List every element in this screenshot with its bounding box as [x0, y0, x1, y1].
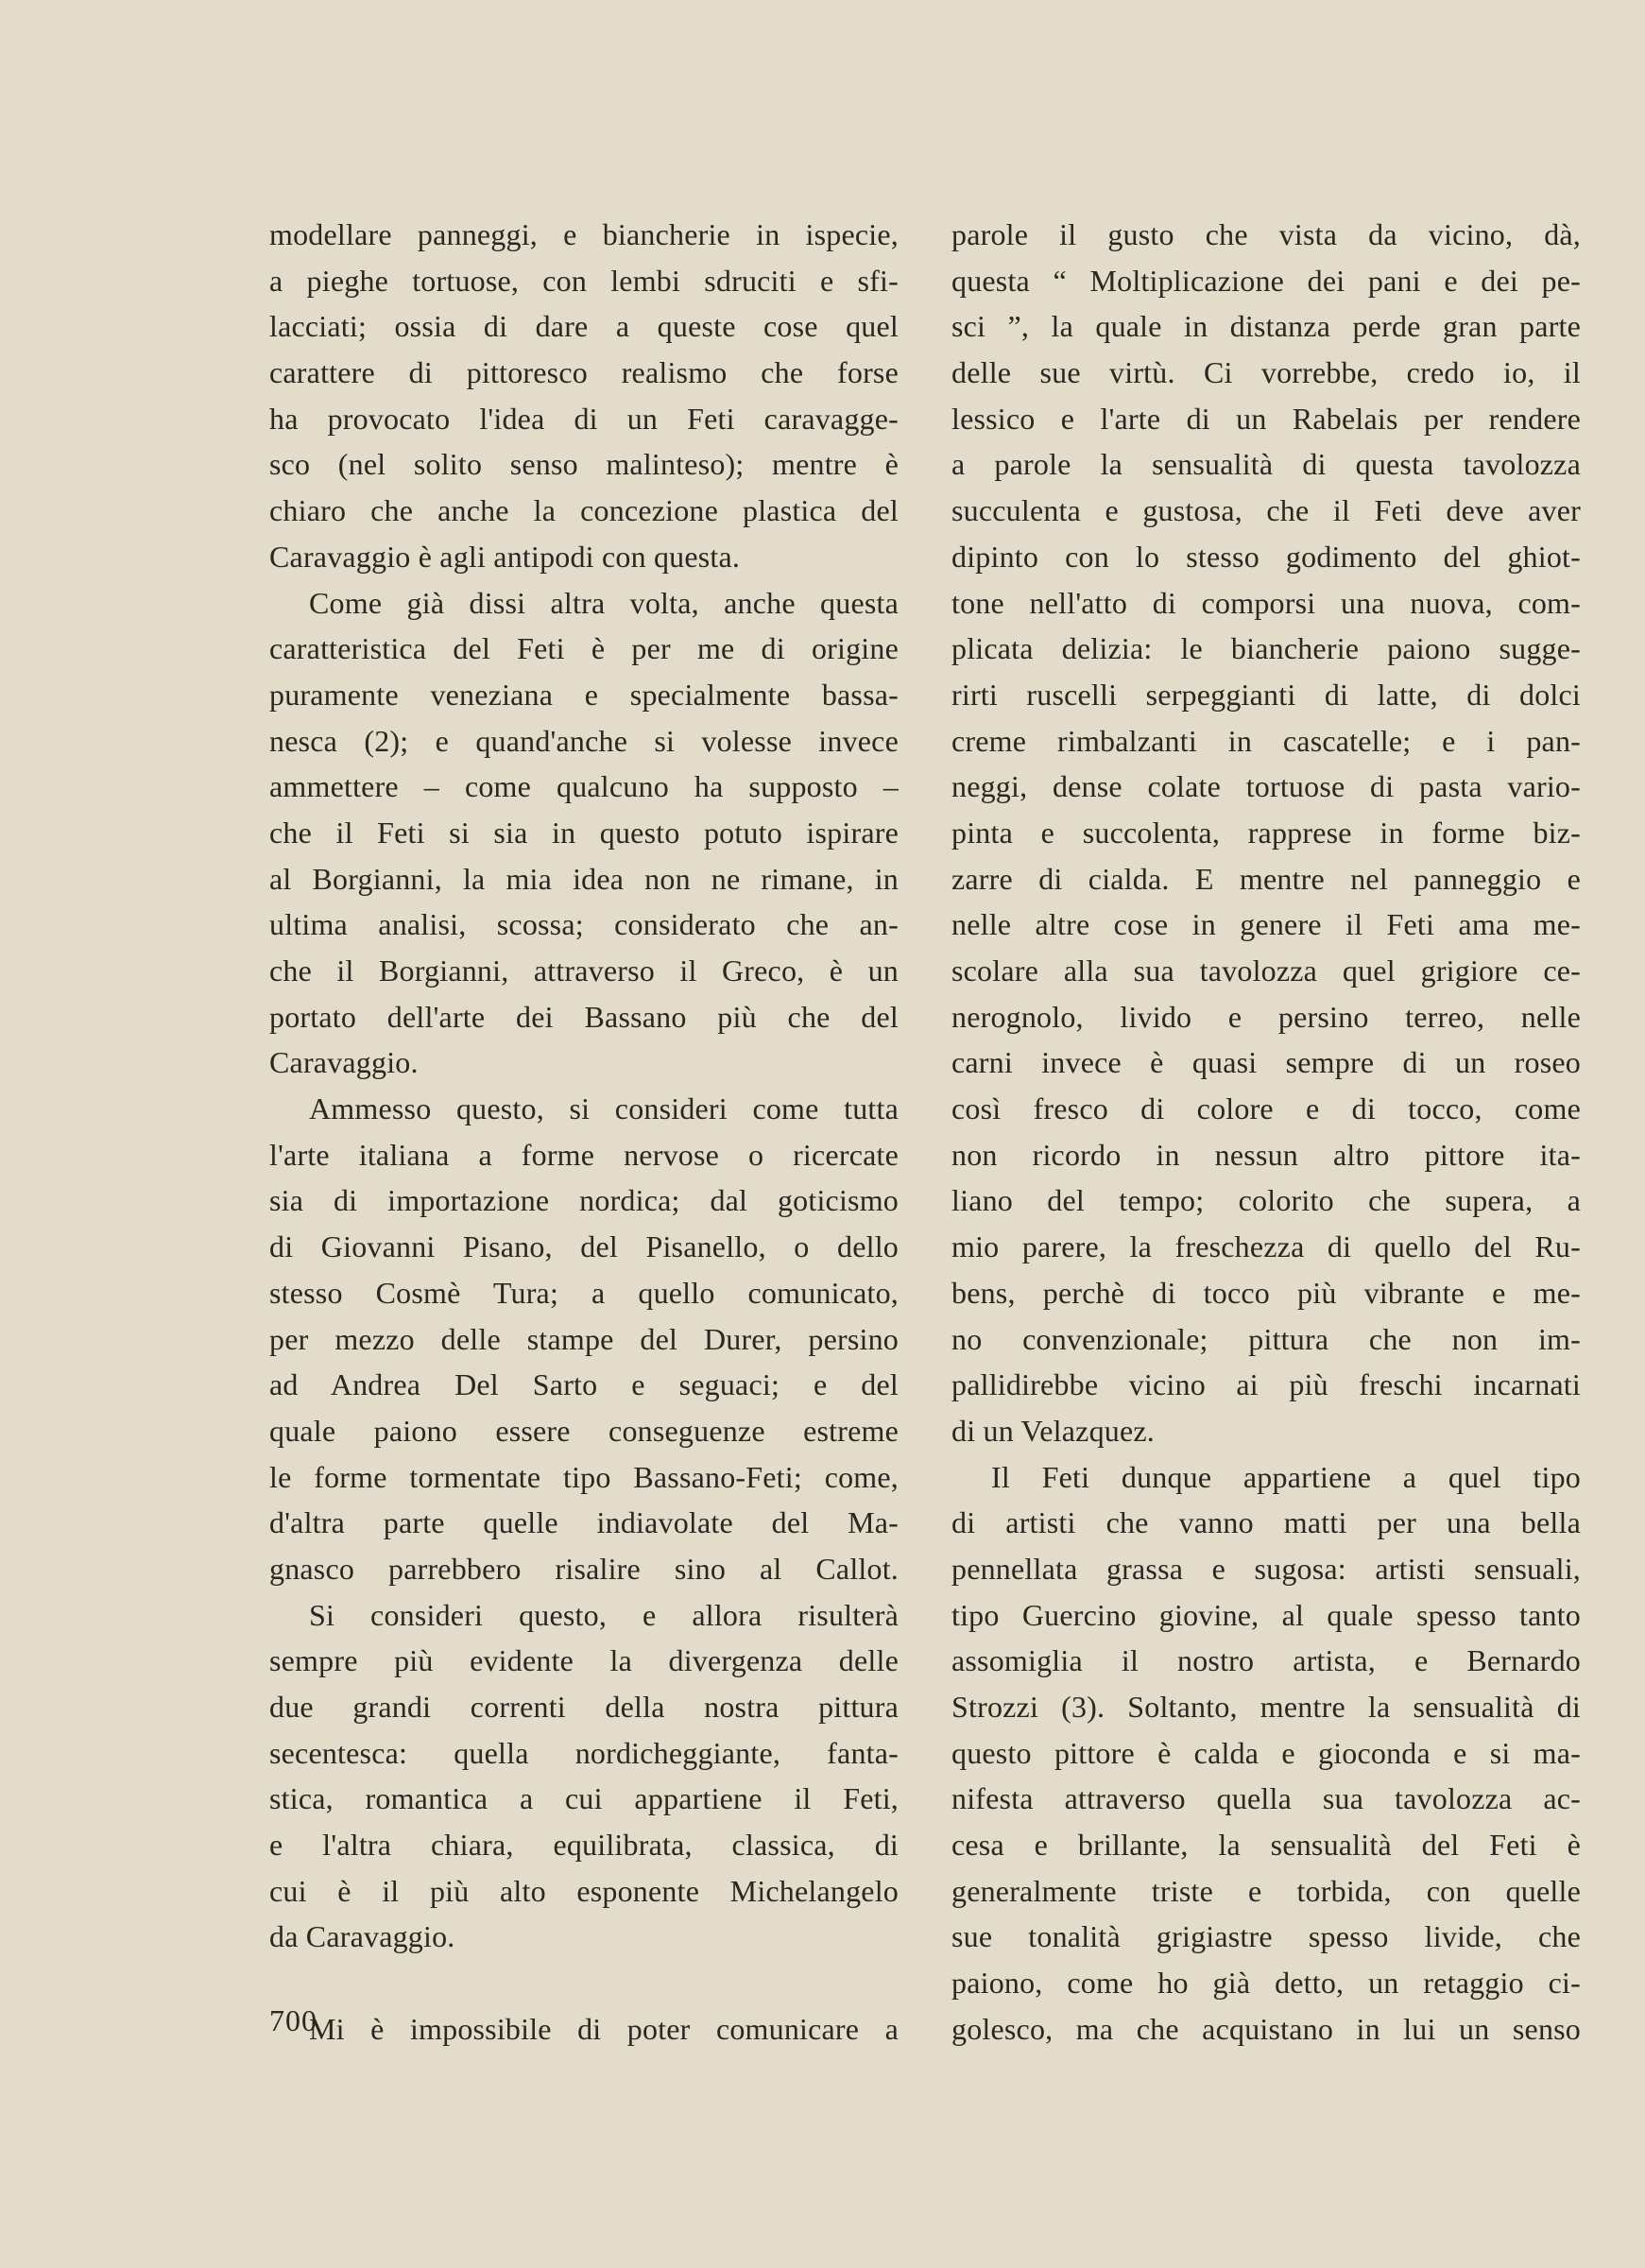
text-line: ammettere – come qualcuno ha supposto –	[269, 769, 899, 804]
text-line: cesa e brillante, la sensualità del Feti è	[951, 1828, 1581, 1863]
text-line: plicata delizia: le biancherie paiono sugge-	[951, 631, 1581, 666]
page-number: 700	[269, 2003, 317, 2037]
text-line: a pieghe tortuose, con lembi sdruciti e sfi-	[269, 263, 899, 298]
text-line: mio parere, la freschezza di quello del Ru-	[951, 1229, 1581, 1264]
text-line: bens, perchè di tocco più vibrante e me-	[951, 1275, 1581, 1310]
text-line: di un Velazquez.	[951, 1413, 1155, 1448]
text-line: lessico e l'arte di un Rabelais per rendere	[951, 401, 1581, 436]
text-line: di Giovanni Pisano, del Pisanello, o dello	[269, 1229, 899, 1264]
text-line: neggi, dense colate tortuose di pasta vario-	[951, 769, 1581, 804]
paragraph-gap	[269, 1960, 899, 2006]
text-line: modellare panneggi, e biancherie in ispecie,	[269, 217, 899, 251]
text-line: creme rimbalzanti in cascatelle; e i pan-	[951, 723, 1581, 758]
text-line: secentesca: quella nordicheggiante, fanta-	[269, 1735, 899, 1770]
text-line: portato dell'arte dei Bassano più che del	[269, 999, 899, 1034]
text-line: caratteristica del Feti è per me di origine	[269, 631, 899, 666]
text-line: al Borgianni, la mia idea non ne rimane, in	[269, 861, 899, 896]
text-line: succulenta e gustosa, che il Feti deve aver	[951, 493, 1581, 528]
text-line: dipinto con lo stesso godimento del ghiot-	[951, 539, 1581, 574]
left-text-column	[269, 212, 899, 2053]
text-line: le forme tormentate tipo Bassano-Feti; come,	[269, 1459, 899, 1494]
text-line: paiono, come ho già detto, un retaggio ci-	[951, 1966, 1581, 2001]
text-line: Come già dissi altra volta, anche questa	[309, 585, 899, 620]
text-line: stica, romantica a cui appartiene il Feti,	[269, 1781, 899, 1816]
text-line: di artisti che vanno matti per una bella	[951, 1505, 1581, 1540]
text-line: scolare alla sua tavolozza quel grigiore ce-	[951, 954, 1581, 988]
right-text-column	[951, 212, 1581, 2053]
text-line: liano del tempo; colorito che supera, a	[951, 1183, 1581, 1218]
text-line: gnasco parrebbero risalire sino al Callot.	[269, 1551, 899, 1586]
text-line: carattere di pittoresco realismo che forse	[269, 355, 899, 390]
text-line: nerognolo, livido e persino terreo, nelle	[951, 999, 1581, 1034]
text-line: nesca (2); e quand'anche si volesse invece	[269, 723, 899, 758]
text-line: Si consideri questo, e allora risulterà	[309, 1597, 899, 1632]
text-line: sci ”, la quale in distanza perde gran parte	[951, 309, 1581, 344]
text-line: e l'altra chiara, equilibrata, classica, di	[269, 1828, 899, 1863]
text-line: golesco, ma che acquistano in lui un senso	[951, 2011, 1581, 2046]
text-line: l'arte italiana a forme nervose o ricercate	[269, 1137, 899, 1172]
text-line: Caravaggio è agli antipodi con questa.	[269, 539, 741, 574]
text-line: puramente veneziana e specialmente bassa-	[269, 677, 899, 712]
text-line: sempre più evidente la divergenza delle	[269, 1643, 899, 1678]
text-line: nelle altre cose in genere il Feti ama me-	[951, 907, 1581, 942]
text-line: questa “ Moltiplicazione dei pani e dei pe-	[951, 263, 1581, 298]
text-line: a parole la sensualità di questa tavolozza	[951, 447, 1581, 482]
text-line: assomiglia il nostro artista, e Bernardo	[951, 1643, 1581, 1678]
text-line: zarre di cialda. E mentre nel panneggio e	[951, 861, 1581, 896]
text-line: delle sue virtù. Ci vorrebbe, credo io, il	[951, 355, 1581, 390]
text-line: rirti ruscelli serpeggianti di latte, di dolci	[951, 677, 1581, 712]
text-line: Mi è impossibile di poter comunicare a	[309, 2011, 899, 2046]
text-line: no convenzionale; pittura che non im-	[951, 1321, 1581, 1356]
text-line: due grandi correnti della nostra pittura	[269, 1690, 899, 1724]
text-line: generalmente triste e torbida, con quelle	[951, 1873, 1581, 1908]
text-line: chiaro che anche la concezione plastica del	[269, 493, 899, 528]
text-line: da Caravaggio.	[269, 1919, 455, 1954]
text-line: nifesta attraverso quella sua tavolozza ac-	[951, 1781, 1581, 1816]
text-line: sue tonalità grigiastre spesso livide, che	[951, 1919, 1581, 1954]
text-line: cui è il più alto esponente Michelangelo	[269, 1873, 899, 1908]
text-line: tipo Guercino giovine, al quale spesso tanto	[951, 1597, 1581, 1632]
text-line: questo pittore è calda e gioconda e si ma-	[951, 1735, 1581, 1770]
text-line: Il Feti dunque appartiene a quel tipo	[991, 1459, 1581, 1494]
text-line: sco (nel solito senso malinteso); mentre è	[269, 447, 899, 482]
text-line: pennellata grassa e sugosa: artisti sensuali,	[951, 1551, 1581, 1586]
text-line: carni invece è quasi sempre di un roseo	[951, 1045, 1581, 1080]
text-line: sia di importazione nordica; dal goticismo	[269, 1183, 899, 1218]
text-line: così fresco di colore e di tocco, come	[951, 1091, 1581, 1126]
text-line: d'altra parte quelle indiavolate del Ma-	[269, 1505, 899, 1540]
text-line: per mezzo delle stampe del Durer, persino	[269, 1321, 899, 1356]
text-line: che il Borgianni, attraverso il Greco, è un	[269, 954, 899, 988]
text-line: ad Andrea Del Sarto e seguaci; e del	[269, 1367, 899, 1402]
text-line: Strozzi (3). Soltanto, mentre la sensualità di	[951, 1690, 1581, 1724]
text-line: ha provocato l'idea di un Feti caravagge-	[269, 401, 899, 436]
text-line: lacciati; ossia di dare a queste cose quel	[269, 309, 899, 344]
text-line: tone nell'atto di comporsi una nuova, com-	[951, 585, 1581, 620]
text-line: pallidirebbe vicino ai più freschi incarnati	[951, 1367, 1581, 1402]
text-line: non ricordo in nessun altro pittore ita-	[951, 1137, 1581, 1172]
text-line: parole il gusto che vista da vicino, dà,	[951, 217, 1581, 251]
text-line: pinta e succolenta, rapprese in forme biz-	[951, 815, 1581, 850]
text-line: ultima analisi, scossa; considerato che an-	[269, 907, 899, 942]
text-line: Ammesso questo, si consideri come tutta	[309, 1091, 899, 1126]
text-line: Caravaggio.	[269, 1045, 419, 1080]
text-line: quale paiono essere conseguenze estreme	[269, 1413, 899, 1448]
text-line: stesso Cosmè Tura; a quello comunicato,	[269, 1275, 899, 1310]
text-line: che il Feti si sia in questo potuto ispirare	[269, 815, 899, 850]
